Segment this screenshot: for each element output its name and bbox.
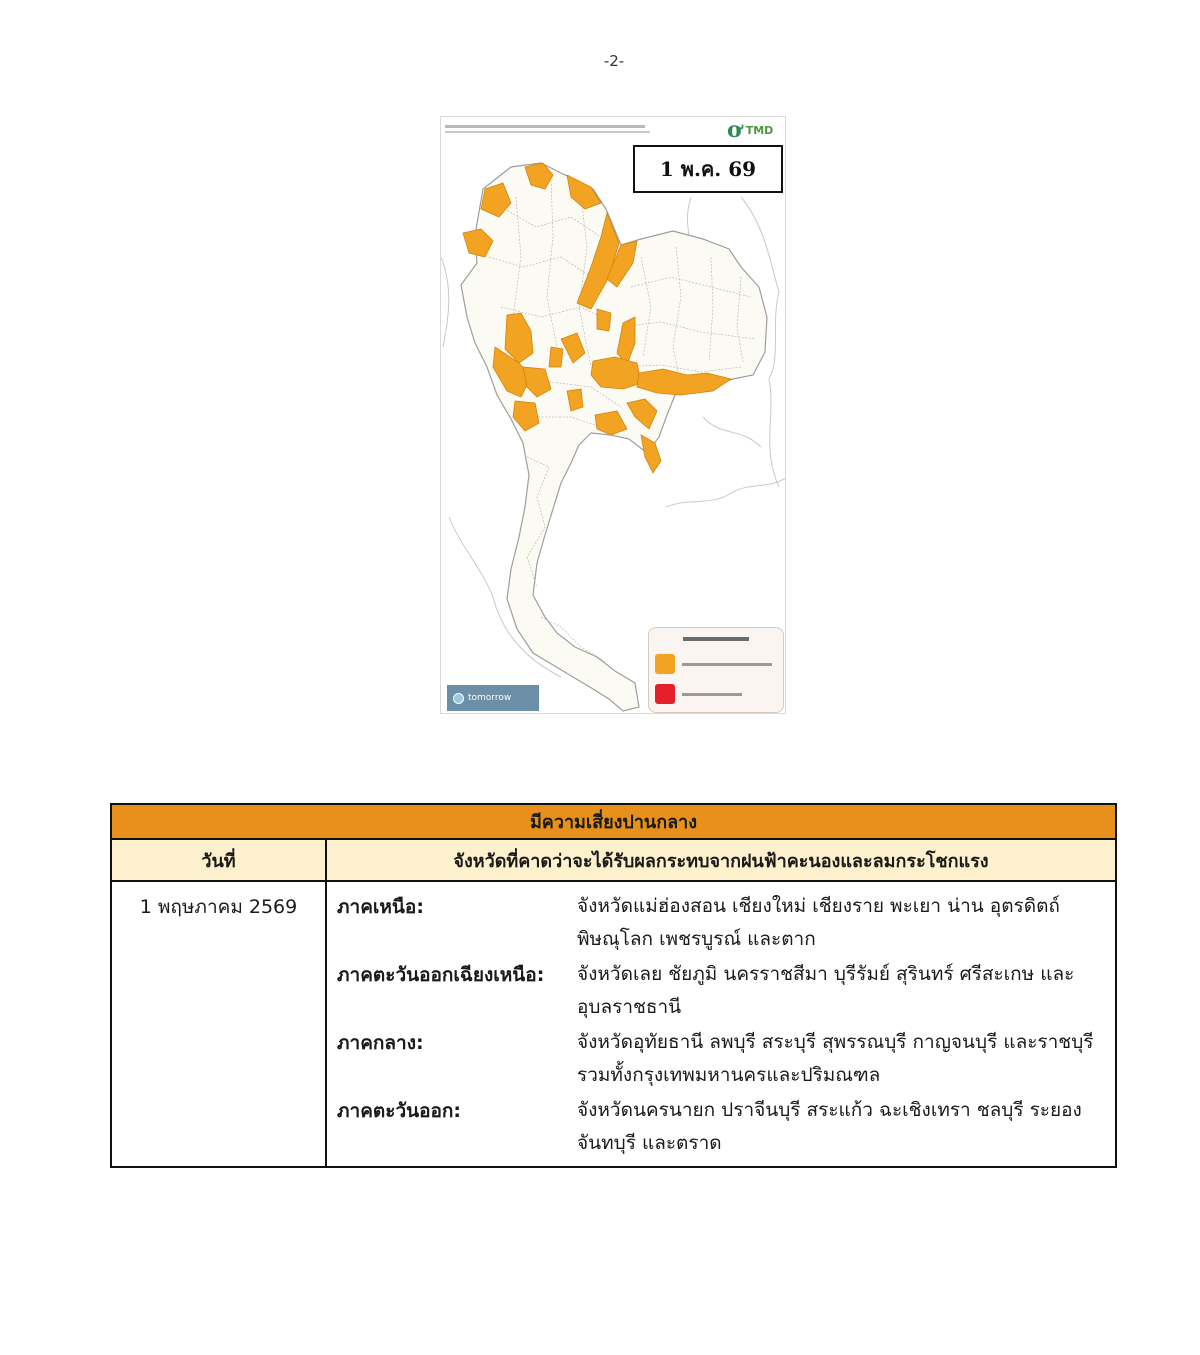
high-risk-swatch — [655, 684, 675, 704]
regions-cell — [326, 881, 1116, 1167]
region-northeast — [337, 958, 1103, 1024]
provinces-column-header: จังหวัดที่คาดว่าจะได้รับผลกระทบจากฝนฟ้าคะนองและลมกระโชกแรง — [326, 839, 1116, 881]
region-provinces: จังหวัดนครนายก ปราจีนบุรี สระแก้ว ฉะเชิงเทรา ชลบุรี ระยอง จันทบุรี และตราด — [577, 1099, 1082, 1154]
legend-item-medium-risk — [655, 654, 772, 674]
region-name: ภาคเหนือ: — [337, 896, 424, 918]
page-number: -2- — [603, 52, 625, 70]
map-header-text — [445, 125, 660, 133]
region-name: ภาคกลาง: — [337, 1032, 424, 1054]
agency-logos — [727, 117, 773, 143]
risk-map-figure — [440, 116, 786, 714]
legend-title-blur — [649, 637, 783, 641]
region-name: ภาคตะวันออกเฉียงเหนือ: — [337, 964, 545, 986]
thailand-risk-map — [441, 117, 786, 714]
region-provinces: จังหวัดเลย ชัยภูมิ นครราชสีมา บุรีรัมย์ สุรินทร์ ศรีสะเกษ และอุบลราชธานี — [577, 963, 1075, 1018]
date-column-header: วันที่ — [111, 839, 326, 881]
map-date-label: 1 พ.ค. 69 — [633, 145, 783, 193]
date-cell: 1 พฤษภาคม 2569 — [111, 881, 326, 1167]
medium-risk-swatch — [655, 654, 675, 674]
agency-logo-icon: ơ — [727, 117, 742, 143]
tomorrow-brand-label: tomorrow — [468, 693, 512, 703]
region-north — [337, 890, 1103, 956]
tomorrow-brand-badge — [447, 685, 539, 711]
region-name: ภาคตะวันออก: — [337, 1100, 462, 1122]
legend-item-high-risk — [655, 684, 742, 704]
tomorrow-logo-icon — [453, 693, 464, 704]
map-legend — [648, 627, 784, 713]
risk-table — [110, 803, 1117, 1168]
region-east — [337, 1094, 1103, 1160]
table-row — [111, 881, 1116, 1167]
region-provinces: จังหวัดแม่ฮ่องสอน เชียงใหม่ เชียงราย พะเยา น่าน อุตรดิตถ์ พิษณุโลก เพชรบูรณ์ และตาก — [577, 895, 1060, 950]
tmd-logo: TMD — [745, 123, 774, 137]
region-central — [337, 1026, 1103, 1092]
region-provinces: จังหวัดอุทัยธานี ลพบุรี สระบุรี สุพรรณบุรี กาญจนบุรี และราชบุรี รวมทั้งกรุงเทพมหานครและปริมณฑล — [577, 1031, 1094, 1086]
risk-level-header: มีความเสี่ยงปานกลาง — [111, 804, 1116, 839]
